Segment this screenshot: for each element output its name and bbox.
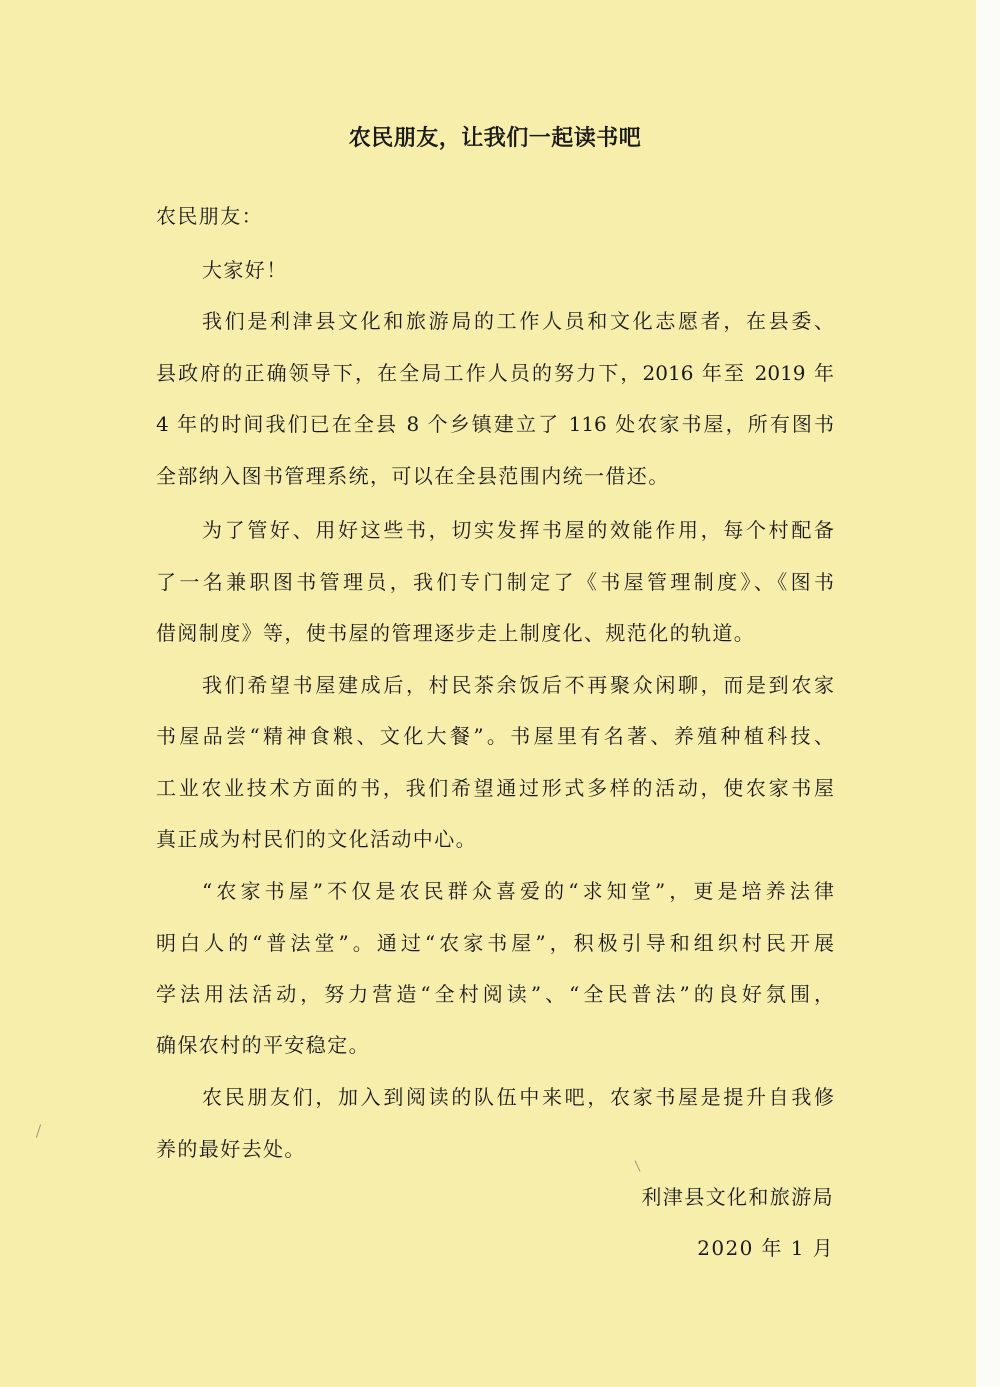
scan-margin <box>976 0 1000 1387</box>
paragraph-1-line-2: 县政府的正确领导下，在全局工作人员的努力下，2016 年至 2019 年 <box>156 361 834 385</box>
paragraph-3-line-1: 我们希望书屋建成后，村民茶余饭后不再聚众闲聊，而是到农家 <box>202 673 834 697</box>
paragraph-4-line-3: 学法用法活动，努力营造“全村阅读”、“全民普法”的良好氛围， <box>156 982 834 1006</box>
greeting: 大家好！ <box>202 258 288 282</box>
signature: 利津县文化和旅游局 <box>641 1185 834 1209</box>
paragraph-3-line-3: 工业农业技术方面的书，我们希望通过形式多样的活动，使农家书屋 <box>156 776 834 800</box>
paragraph-2-line-3: 借阅制度》等，使书屋的管理逐步走上制度化、规范化的轨道。 <box>156 621 756 645</box>
paragraph-1-line-1: 我们是利津县文化和旅游局的工作人员和文化志愿者，在县委、 <box>202 309 834 333</box>
paragraph-4-line-2: 明白人的“普法堂”。通过“农家书屋”，积极引导和组织村民开展 <box>156 931 834 955</box>
paragraph-2-line-1: 为了管好、用好这些书，切实发挥书屋的效能作用，每个村配备 <box>202 518 834 542</box>
paragraph-5-line-2: 养的最好去处。 <box>156 1137 306 1161</box>
paper-speck <box>36 1124 41 1138</box>
salutation: 农民朋友： <box>156 204 263 228</box>
letter-title: 农民朋友，让我们一起读书吧 <box>348 125 642 151</box>
paragraph-1-line-3: 4 年的时间我们已在全县 8 个乡镇建立了 116 处农家书屋，所有图书 <box>156 412 834 436</box>
date: 2020 年 1 月 <box>697 1236 834 1260</box>
paragraph-3-line-4: 真正成为村民们的文化活动中心。 <box>156 827 477 851</box>
paragraph-3-line-2: 书屋品尝“精神食粮、文化大餐”。书屋里有名著、养殖种植科技、 <box>156 724 834 748</box>
paragraph-2-line-2: 了一名兼职图书管理员，我们专门制定了《书屋管理制度》、《图书 <box>156 570 834 594</box>
paper-speck <box>635 1160 641 1171</box>
paragraph-4-line-4: 确保农村的平安稳定。 <box>156 1033 370 1057</box>
paragraph-4-line-1: “农家书屋”不仅是农民群众喜爱的“求知堂”，更是培养法律 <box>202 879 834 903</box>
paragraph-5-line-1: 农民朋友们，加入到阅读的队伍中来吧，农家书屋是提升自我修 <box>202 1085 834 1109</box>
paragraph-1-line-4: 全部纳入图书管理系统，可以在全县范围内统一借还。 <box>156 464 670 488</box>
